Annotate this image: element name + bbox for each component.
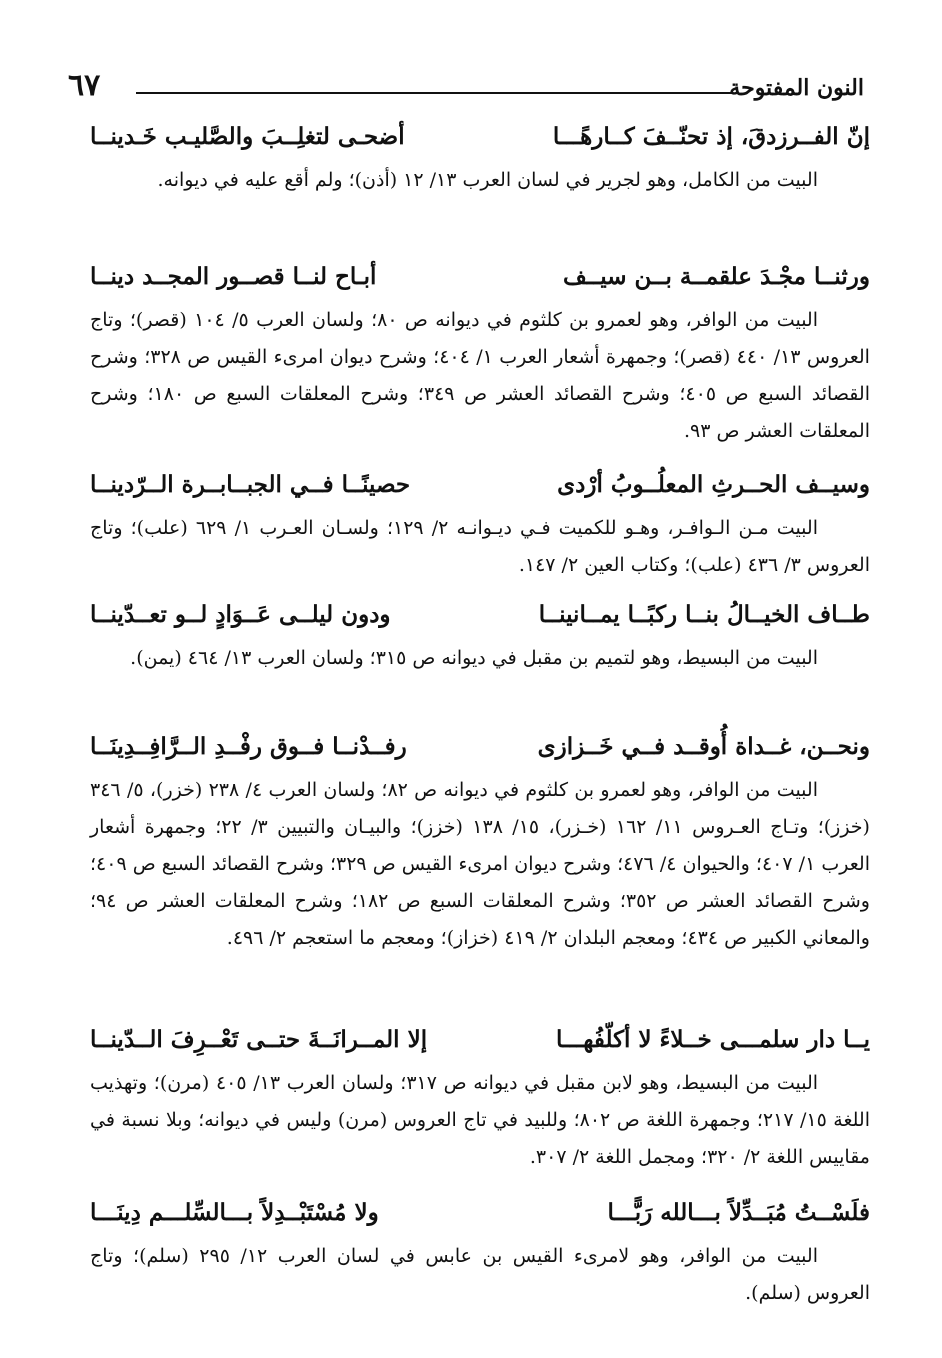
second-hemistich: ولا مُسْتَبْــدِلاً بـــالسِّلـــم دِينَـــا xyxy=(90,1199,379,1226)
verse-line xyxy=(90,460,870,510)
verse-line xyxy=(90,252,870,302)
page-header xyxy=(68,68,864,108)
verse-line xyxy=(90,1015,870,1065)
second-hemistich: إلا المــرانَــةَ حتــى تَعْــرِفَ الــدّينــا xyxy=(90,1026,428,1053)
first-hemistich: إنّ الفــرزدقَ، إذ تحنّــفَ كــارهًـــا xyxy=(552,123,870,150)
verse-entry xyxy=(90,590,870,677)
verse-entry xyxy=(90,112,870,199)
second-hemistich: رفــدْنــا فــوق رفْــدِ الــرَّافِــدِينَــا xyxy=(90,733,407,760)
verse-commentary: البيت مـن الـوافـر، وهـو للكميت فـي ديـوانـه ٢/ ١٢٩؛ ولسـان العـرب ١/ ٦٢٩ (علب)؛ وتاج العروس ٣/ ٤٣٦ (علب)؛ وكتاب العين ٢/ ١٤٧. xyxy=(90,517,870,576)
second-hemistich: أضحـى لتغلِــبَ والصَّليـب خَـدينــا xyxy=(90,123,405,150)
verse-entry xyxy=(90,252,870,450)
verse-line xyxy=(90,1188,870,1238)
second-hemistich: حصينًــا فــي الجبــابــرة الــرّدينــا xyxy=(90,471,411,498)
page-number: ٦٧ xyxy=(68,68,101,103)
verse-commentary: البيت من الكامل، وهو لجرير في لسان العرب ١٣/ ١٢ (أذن)؛ ولم أقع عليه في ديوانه. xyxy=(157,169,818,191)
verse-entry xyxy=(90,1015,870,1176)
first-hemistich: يــا دار سلمـــى خــلاءً لا أكلّفُهـــا xyxy=(556,1026,870,1053)
verse-line xyxy=(90,112,870,162)
verse-line xyxy=(90,590,870,640)
verse-commentary: البيت من الوافر، وهو لعمرو بن كلثوم في ديوانه ص ٨٠؛ ولسان العرب ٥/ ١٠٤ (قصر)؛ وتاج العروس ١٣/ ٤٤٠ (قصر)؛ وجمهرة أشعار العرب ١/ ٤٠٤؛ وشرح ديوان امرىء القيس ص ٣٢٨؛ وشرح القصائد السبع ص ٤٠٥؛ وشرح القصائد العشر ص ٣٤٩؛ وشرح المعلقات السبع ص ١٨٠؛ وشرح المعلقات العشر ص ٩٣. xyxy=(90,309,870,442)
first-hemistich: فلَسْــتُ مُبَــدِّلاً بـــالله رَبًّـــا xyxy=(607,1199,870,1226)
verse-entry xyxy=(90,460,870,584)
verse-commentary: البيت من الوافر، وهو لعمرو بن كلثوم في ديوانه ص ٨٢؛ ولسان العرب ٤/ ٢٣٨ (خزر)، ٥/ ٣٤٦ (خزز)؛ وتـاج العـروس ١١/ ١٦٢ (خـزر)، ١٥/ ١٣٨ (خزز)؛ والبيـان والتبيين ٣/ ٢٢؛ وجمهرة أشعار العرب ١/ ٤٠٧؛ والحيوان ٤/ ٤٧٦؛ وشرح ديوان امرىء القيس ص ٣٢٩؛ وشرح القصائد السبع ص ٤٠٩؛ وشرح القصائد العشر ص ٣٥٢؛ وشرح المعلقات السبع ص ١٨٢؛ وشرح المعلقات العشر ص ٩٤؛ والمعاني الكبير ص ٤٣٤؛ ومعجم البلدان ٢/ ٤١٩ (خزاز)؛ ومعجم ما استعجم ٢/ ٤٩٦. xyxy=(90,779,870,949)
chapter-title: النون المفتوحة xyxy=(729,75,864,101)
second-hemistich: أبـاح لنــا قصــور المجــد دينــا xyxy=(90,263,377,290)
second-hemistich: ودون ليلــى عَــوَادٍ لــو تعــدّينــا xyxy=(90,601,391,628)
verse-commentary: البيت من البسيط، وهو لابن مقبل في ديوانه ص ٣١٧؛ ولسان العرب ١٣/ ٤٠٥ (مرن)؛ وتهذيب اللغة ١٥/ ٢١٧؛ وجمهرة اللغة ص ٨٠٢؛ وللبيد في تاج العروس (مرن) وليس في ديوانه؛ وبلا نسبة في مقاييس اللغة ٢/ ٣٢٠؛ ومجمل اللغة ٢/ ٣٠٧. xyxy=(90,1072,870,1168)
verse-line xyxy=(90,722,870,772)
first-hemistich: ونحــن، غــداة أُوقــد فــي خَــزازى xyxy=(537,733,870,760)
verse-entry xyxy=(90,1188,870,1312)
header-rule xyxy=(136,92,732,94)
verse-entry xyxy=(90,722,870,957)
first-hemistich: ورثنــا مجْـدَ علقمــة بــن سيــف xyxy=(562,263,870,290)
verse-commentary: البيت من البسيط، وهو لتميم بن مقبل في ديوانه ص ٣١٥؛ ولسان العرب ١٣/ ٤٦٤ (يمن). xyxy=(130,647,818,669)
first-hemistich: طــاف الخيــالُ بنــا ركبًــا يمــانينــا xyxy=(538,601,870,628)
first-hemistich: وسيــف الحــرثِ المعلُــوبُ أرْدى xyxy=(557,471,870,498)
verse-commentary: البيت من الوافر، وهو لامرىء القيس بن عابس في لسان العرب ١٢/ ٢٩٥ (سلم)؛ وتاج العروس (سلم). xyxy=(90,1245,870,1304)
